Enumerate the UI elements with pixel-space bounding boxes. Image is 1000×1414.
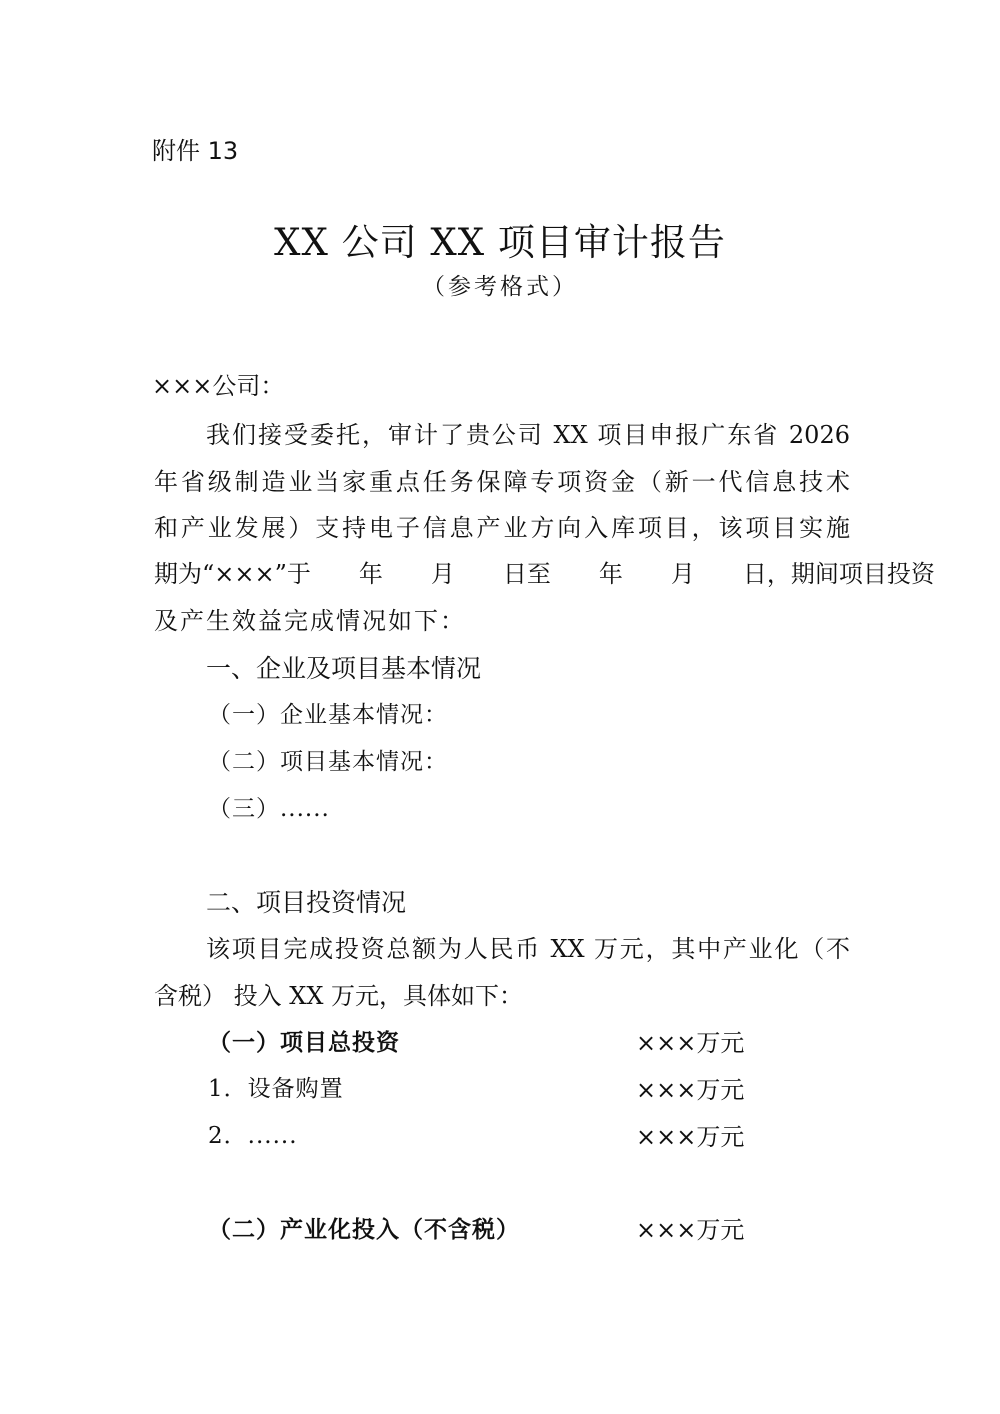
intro-line-2: 年省级制造业当家重点任务保障专项资金（新一代信息技术 [154, 468, 850, 496]
section-1-item-2: （二）项目基本情况： [208, 749, 448, 775]
investment-row-amount: ×××万元 [636, 1123, 745, 1151]
investment-row-amount: ×××万元 [636, 1216, 745, 1244]
salutation: ×××公司： [152, 372, 285, 400]
intro-line-5: 及产生效益完成情况如下： [154, 607, 466, 635]
investment-row-amount: ×××万元 [636, 1029, 745, 1057]
investment-row-label: 2．...... [208, 1123, 298, 1149]
document-title: XX 公司 XX 项目审计报告 [274, 221, 726, 264]
section-2-text-line-2: 含税） 投入 XX 万元，具体如下： [154, 982, 524, 1010]
investment-row-label: （一）项目总投资 [208, 1029, 400, 1056]
section-2-heading: 二、项目投资情况 [206, 888, 407, 917]
investment-row-label: （二）产业化投入（不含税） [208, 1216, 520, 1243]
section-1-item-1: （一）企业基本情况： [208, 702, 448, 728]
intro-line-3: 和产业发展）支持电子信息产业方向入库项目，该项目实施 [154, 514, 850, 542]
intro-line-1: 我们接受委托，审计了贵公司 XX 项目申报广东省 2026 [206, 421, 850, 449]
section-1-item-3: （三）...... [208, 796, 330, 822]
investment-row-amount: ×××万元 [636, 1076, 745, 1104]
investment-row-label: 1．设备购置 [208, 1076, 344, 1102]
intro-line-4: 期为“×××”于 年 月 日至 年 月 日，期间项目投资 [154, 560, 935, 588]
attachment-label: 附件 13 [152, 137, 239, 165]
section-2-text-line-1: 该项目完成投资总额为人民币 XX 万元，其中产业化（不 [206, 935, 850, 963]
document-subtitle: （参考格式） [422, 274, 578, 300]
section-1-heading: 一、企业及项目基本情况 [206, 654, 482, 683]
